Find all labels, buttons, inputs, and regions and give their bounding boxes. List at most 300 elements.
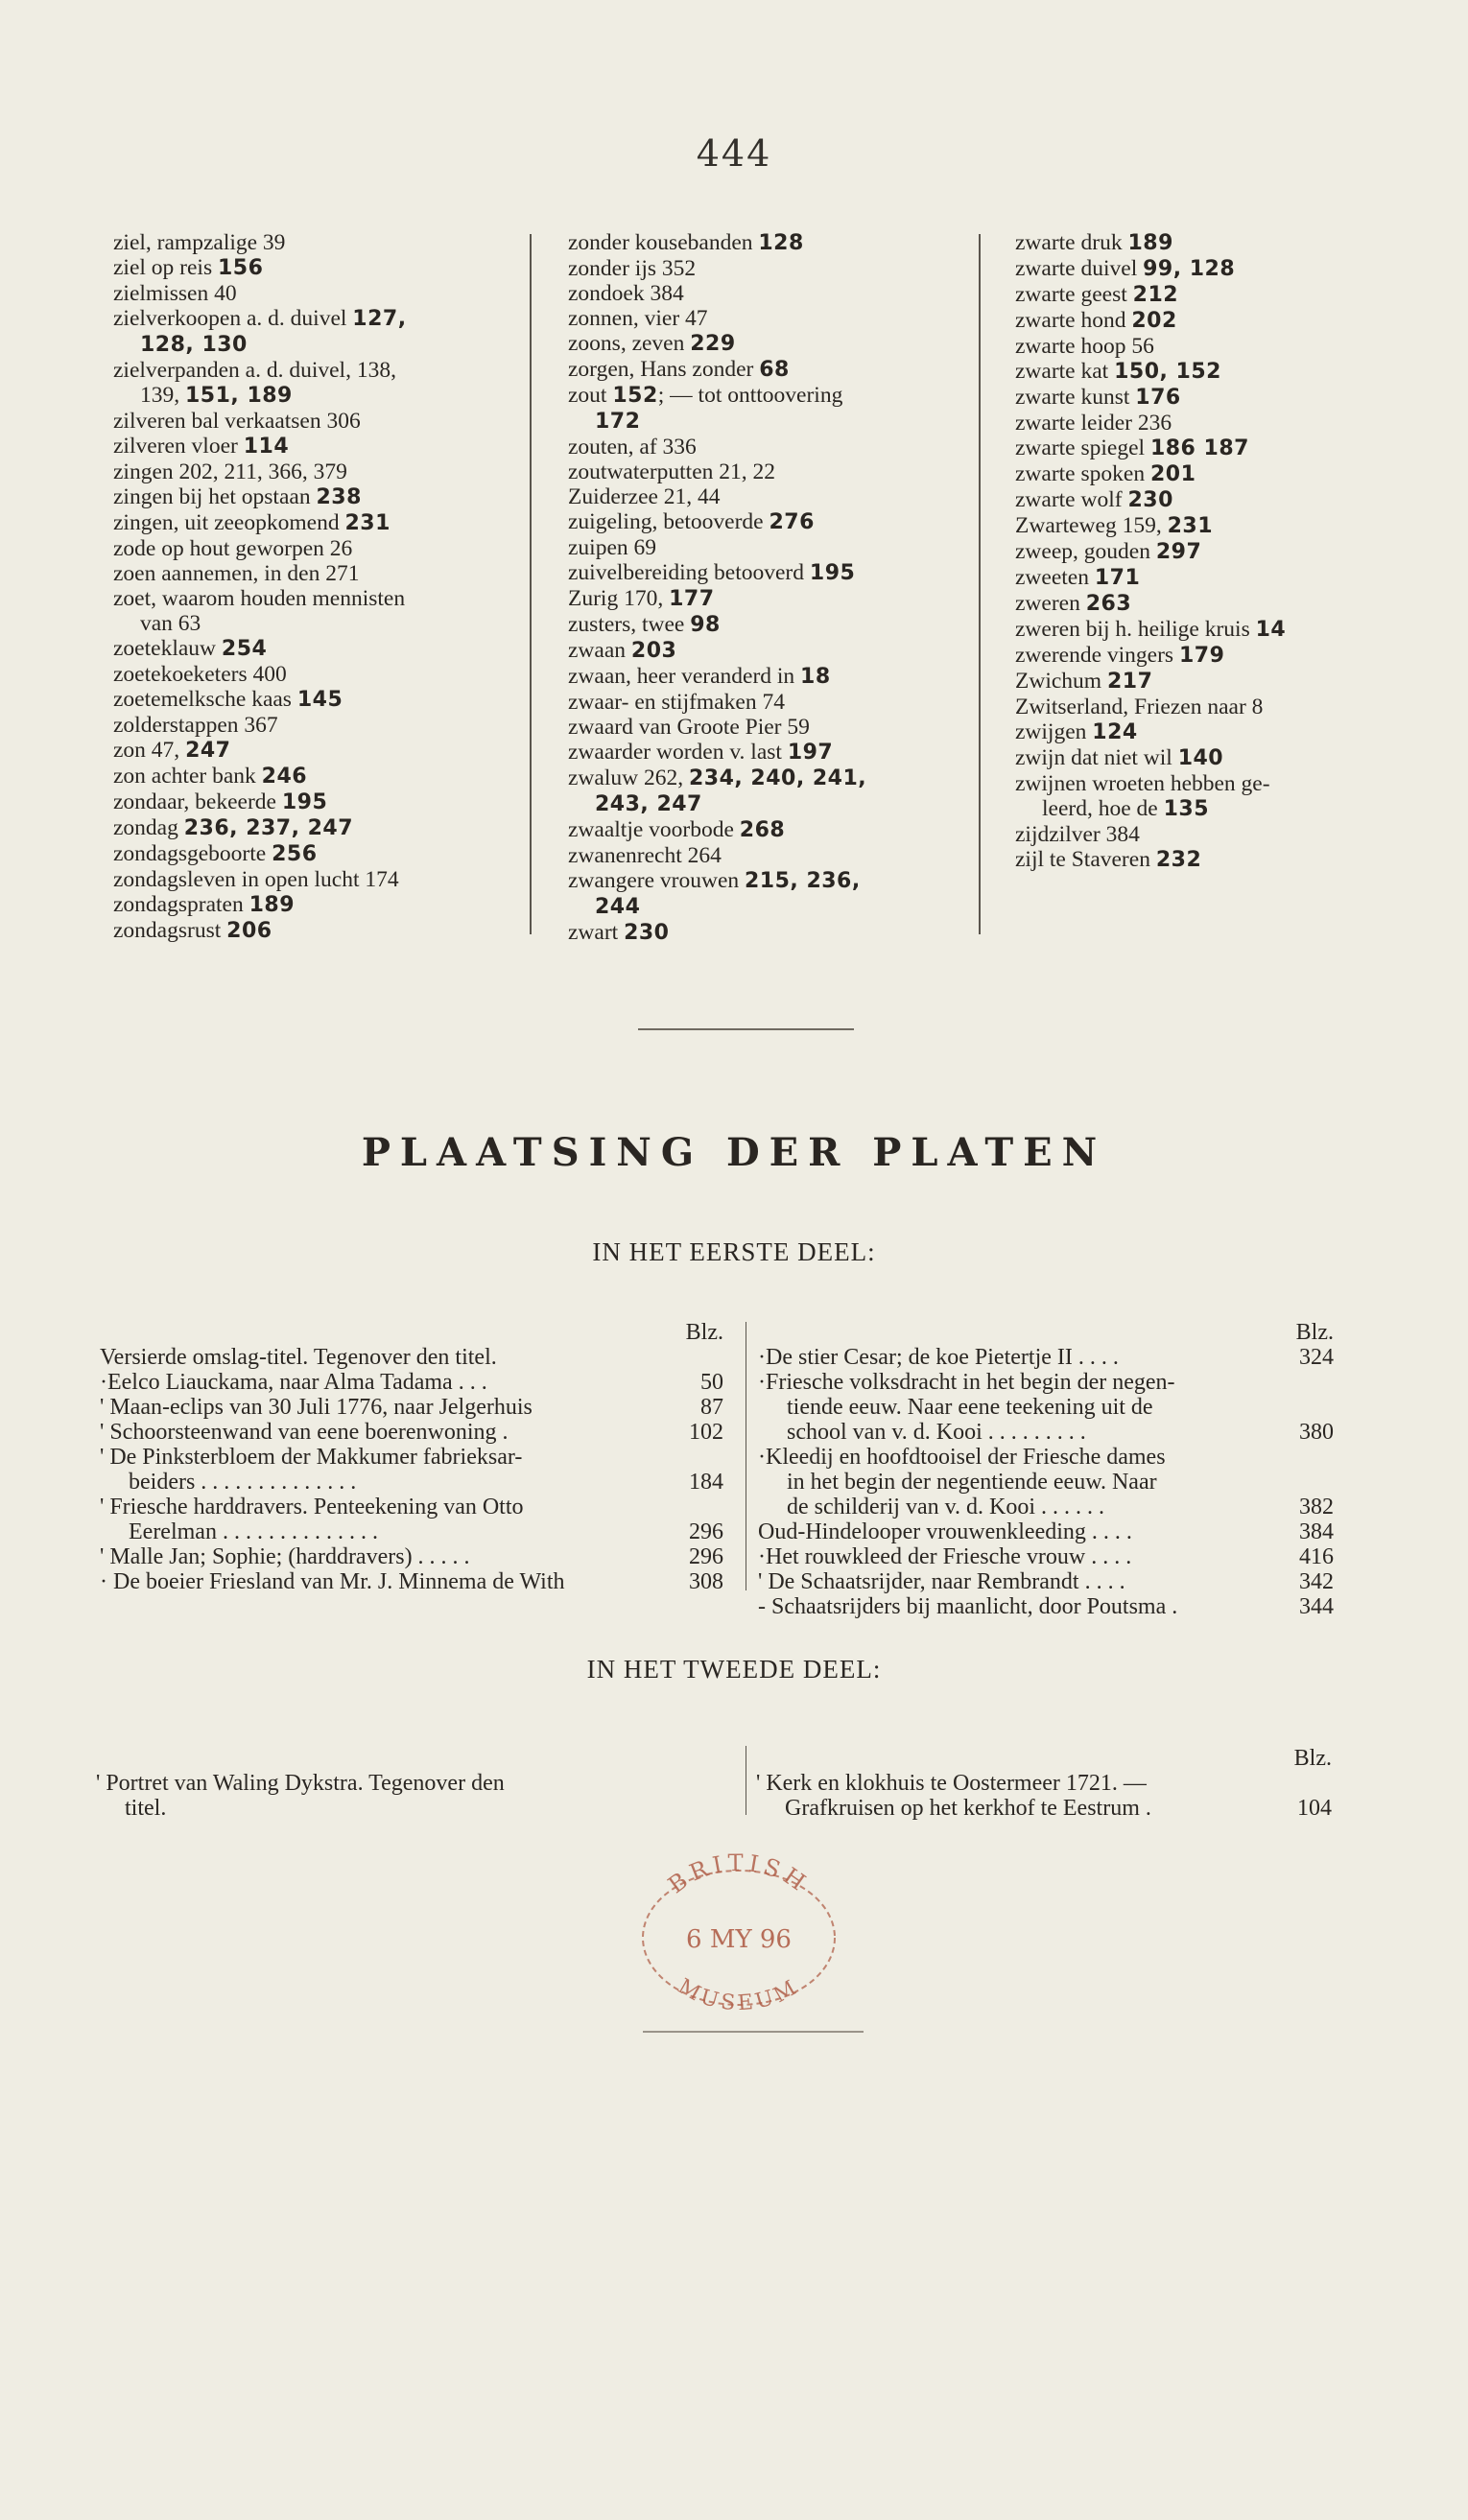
index-entry <box>568 638 971 664</box>
index-term: zilveren vloer <box>113 434 244 459</box>
index-entry <box>1015 359 1430 385</box>
index-bold-ref: 156 <box>217 256 264 280</box>
plate-entry <box>100 1495 723 1519</box>
index-entry <box>568 690 971 715</box>
index-bold-ref: 140 <box>1177 746 1224 770</box>
plate-page: 50 <box>700 1370 723 1395</box>
index-term: zorgen, Hans zonder <box>568 357 760 382</box>
index-bold-ref: 114 <box>243 435 290 459</box>
index-bold-ref: 135 <box>1163 797 1210 821</box>
index-term: zwanenrecht 264 <box>568 843 722 868</box>
plate-entry <box>100 1445 723 1470</box>
index-term: zweren bij h. heilige kruis <box>1015 617 1256 642</box>
index-entry <box>568 920 971 946</box>
column-divider <box>979 234 981 934</box>
index-bold-ref: 256 <box>272 842 318 866</box>
index-term: zoetekoeketers 400 <box>113 662 287 687</box>
plate-page: 384 <box>1299 1519 1334 1544</box>
index-entry <box>113 789 526 815</box>
plate-title: Versierde omslag-titel. Tegenover den titel. <box>100 1345 497 1370</box>
index-entry <box>568 306 971 331</box>
index-term: zondoek 384 <box>568 281 684 306</box>
index-bold-ref: 236, 237, 247 <box>183 816 354 840</box>
index-entry <box>1015 591 1430 617</box>
plate-title: ' Maan-eclips van 30 Juli 1776, naar Jelgerhuis <box>100 1395 533 1420</box>
plate-title: de schilderij van v. d. Kooi . . . . . . <box>787 1495 1105 1519</box>
plate-page: 380 <box>1299 1420 1334 1445</box>
plate-page: 308 <box>689 1569 723 1594</box>
index-bold-ref: 189 <box>249 893 296 917</box>
index-term: zoutwaterputten 21, 22 <box>568 459 776 484</box>
index-term: zwarte kunst <box>1015 385 1136 410</box>
plates-part2-left <box>96 1771 710 1821</box>
plate-title: ·Kleedij en hoofdtooisel der Friesche dames <box>758 1445 1166 1470</box>
index-term: leerd, hoe de <box>1042 796 1164 821</box>
index-term: zilveren bal verkaatsen 306 <box>113 409 361 434</box>
index-entry <box>113 536 526 561</box>
index-bold-ref: 217 <box>1106 670 1153 694</box>
index-bold-ref: 201 <box>1149 462 1196 486</box>
index-term: zwarte spiegel <box>1015 436 1150 460</box>
index-entry <box>1015 411 1430 436</box>
index-bold-ref: 186 187 <box>1149 436 1249 460</box>
index-column-3 <box>1015 230 1430 873</box>
index-entry <box>1015 565 1430 591</box>
index-bold-ref: 229 <box>690 332 736 356</box>
index-term: zondagsgeboorte <box>113 841 272 866</box>
plate-entry <box>96 1796 710 1821</box>
stamp-underline <box>643 2031 864 2033</box>
plate-page: 296 <box>689 1519 723 1544</box>
plate-page: 324 <box>1299 1345 1334 1370</box>
index-entry <box>113 687 526 713</box>
index-term: zweeten <box>1015 565 1095 590</box>
index-entry <box>113 636 526 662</box>
index-term: zwarte wolf <box>1015 487 1128 512</box>
plate-entry <box>758 1445 1334 1470</box>
index-bold-ref: 68 <box>759 358 790 382</box>
index-entry <box>113 918 526 944</box>
plate-entry <box>756 1796 1332 1821</box>
index-term: zoeteklauw <box>113 636 222 661</box>
plate-entry <box>758 1544 1334 1569</box>
index-term: zwaluw 262, <box>568 765 689 790</box>
index-term: zondag <box>113 815 184 840</box>
index-entry <box>1015 230 1430 256</box>
index-entry <box>568 765 971 791</box>
index-term: zielmissen 40 <box>113 281 237 306</box>
stamp-bottom-text: MUSEUM <box>674 1974 804 2010</box>
index-bold-ref: 127, <box>352 307 407 331</box>
index-term: zwarte leider 236 <box>1015 411 1172 436</box>
plate-title: ·Friesche volksdracht in het begin der negen- <box>758 1370 1175 1395</box>
index-term: zwaard van Groote Pier 59 <box>568 715 810 740</box>
index-entry <box>568 715 971 740</box>
index-term: zondagspraten <box>113 892 249 917</box>
index-bold-ref: 244 <box>595 895 641 919</box>
index-term: zingen bij het opstaan <box>113 484 317 509</box>
plate-title: ·Het rouwkleed der Friesche vrouw . . . . <box>758 1544 1132 1569</box>
index-entry <box>113 662 526 687</box>
plate-title: · De boeier Friesland van Mr. J. Minnema de With <box>100 1569 565 1594</box>
index-term: zielverpanden a. d. duivel, 138, <box>113 358 396 383</box>
index-entry <box>113 358 526 383</box>
index-term: zondagsleven in open lucht 174 <box>113 867 399 892</box>
index-term: zijdzilver 384 <box>1015 822 1140 847</box>
plate-entry <box>758 1495 1334 1519</box>
index-entry <box>568 331 971 357</box>
index-bold-ref: 18 <box>800 665 831 689</box>
index-entry <box>113 586 526 611</box>
plate-title: ·Eelco Liauckama, naar Alma Tadama . . . <box>100 1370 487 1395</box>
index-entry <box>113 815 526 841</box>
index-bold-ref: 297 <box>1155 540 1202 564</box>
plate-entry <box>100 1544 723 1569</box>
plate-title: school van v. d. Kooi . . . . . . . . . <box>787 1420 1086 1445</box>
plate-page: 382 <box>1299 1495 1334 1519</box>
index-entry <box>568 817 971 843</box>
index-entry <box>113 383 526 409</box>
index-entry <box>113 611 526 636</box>
index-entry <box>113 713 526 738</box>
index-bold-ref: 171 <box>1094 566 1141 590</box>
plate-title: Grafkruisen op het kerkhof te Eestrum . <box>785 1796 1151 1821</box>
index-entry <box>113 459 526 484</box>
plate-page: 104 <box>1297 1796 1332 1821</box>
index-term: zon 47, <box>113 738 186 763</box>
index-bold-ref: 150, 152 <box>1114 360 1221 384</box>
plate-title: ' Malle Jan; Sophie; (harddravers) . . . . . <box>100 1544 470 1569</box>
plate-title: ' Portret van Waling Dykstra. Tegenover den <box>96 1771 505 1796</box>
index-bold-ref: 230 <box>624 921 670 945</box>
index-entry <box>113 892 526 918</box>
index-bold-ref: 176 <box>1135 386 1181 410</box>
index-term: zingen 202, 211, 366, 379 <box>113 459 347 484</box>
plate-entry <box>758 1519 1334 1544</box>
index-entry <box>568 383 971 409</box>
plate-page: 342 <box>1299 1569 1334 1594</box>
plate-entry <box>100 1420 723 1445</box>
index-entry <box>568 791 971 817</box>
index-entry <box>568 230 971 256</box>
index-entry <box>1015 822 1430 847</box>
index-bold-ref: 231 <box>1167 514 1214 538</box>
index-entry <box>568 740 971 765</box>
page-number: 444 <box>696 132 772 175</box>
index-term: zwijn dat niet wil <box>1015 745 1178 770</box>
index-term: zonder kousebanden <box>568 230 759 255</box>
index-column-1 <box>113 230 526 944</box>
index-term: zielverkoopen a. d. duivel <box>113 306 353 331</box>
plate-title: ' Friesche harddravers. Penteekening van Otto <box>100 1495 524 1519</box>
index-bold-ref: 202 <box>1131 309 1177 333</box>
index-entry <box>568 357 971 383</box>
index-entry <box>1015 461 1430 487</box>
column-divider <box>530 234 532 934</box>
index-bold-ref: 99, 128 <box>1143 257 1236 281</box>
plate-entry <box>758 1420 1334 1445</box>
plate-entry <box>758 1569 1334 1594</box>
index-term: zwaan <box>568 638 631 663</box>
index-entry <box>1015 334 1430 359</box>
index-entry <box>113 434 526 459</box>
index-term: zonder ijs 352 <box>568 256 697 281</box>
plate-page: 184 <box>689 1470 723 1495</box>
index-bold-ref: 177 <box>669 587 715 611</box>
index-entry <box>1015 771 1430 796</box>
index-bold-ref: 172 <box>595 410 641 434</box>
index-term: zweren <box>1015 591 1086 616</box>
index-entry <box>568 894 971 920</box>
plate-entry <box>758 1594 1334 1619</box>
index-term: zwarte kat <box>1015 359 1115 384</box>
index-bold-ref: 276 <box>769 510 815 534</box>
index-entry <box>568 868 971 894</box>
index-bold-ref: 234, 240, 241, <box>688 766 867 790</box>
plate-page: 102 <box>689 1420 723 1445</box>
index-bold-ref: 128 <box>758 231 804 255</box>
plate-title: ·De stier Cesar; de koe Pietertje II . . . . <box>758 1345 1119 1370</box>
index-entry <box>568 586 971 612</box>
index-term: zuivelbereiding betooverd <box>568 560 810 585</box>
index-term: Zurig 170, <box>568 586 670 611</box>
index-entry <box>113 510 526 536</box>
index-entry <box>1015 617 1430 643</box>
plate-entry <box>100 1395 723 1420</box>
plate-title: beiders . . . . . . . . . . . . . . <box>129 1470 357 1495</box>
index-entry <box>113 306 526 332</box>
plate-title: tiende eeuw. Naar eene teekening uit de <box>787 1395 1153 1420</box>
index-term: zuigeling, betooverde <box>568 509 770 534</box>
index-term: zwijgen <box>1015 719 1093 744</box>
index-entry <box>1015 669 1430 695</box>
index-term: zwerende vingers <box>1015 643 1179 668</box>
index-term: Zwitserland, Friezen naar 8 <box>1015 695 1264 719</box>
plate-entry <box>100 1370 723 1395</box>
index-term: zolderstappen 367 <box>113 713 278 738</box>
index-term: zwijnen wroeten hebben ge- <box>1015 771 1270 796</box>
plate-title: ' De Pinksterbloem der Makkumer fabrieksar- <box>100 1445 523 1470</box>
index-bold-ref: 230 <box>1127 488 1173 512</box>
index-entry <box>1015 487 1430 513</box>
index-bold-ref: 263 <box>1085 592 1132 616</box>
plate-entry <box>100 1345 723 1370</box>
index-term: zweep, gouden <box>1015 539 1156 564</box>
index-term: zwaaltje voorbode <box>568 817 740 842</box>
index-term: van 63 <box>140 611 201 636</box>
index-bold-ref: 128, 130 <box>140 333 248 357</box>
index-term: zwangere vrouwen <box>568 868 745 893</box>
index-bold-ref: 246 <box>261 765 308 789</box>
part2-heading: IN HET TWEEDE DEEL: <box>586 1655 882 1684</box>
plate-entry <box>758 1395 1334 1420</box>
index-bold-ref: 195 <box>809 561 856 585</box>
blz-label: Blz. <box>1295 1320 1334 1345</box>
index-term: zingen, uit zeeopkomend <box>113 510 345 535</box>
plate-page: 344 <box>1299 1594 1334 1619</box>
index-bold-ref: 151, 189 <box>185 384 293 408</box>
plate-page: 296 <box>689 1544 723 1569</box>
index-entry <box>113 255 526 281</box>
index-term: zode op hout geworpen 26 <box>113 536 353 561</box>
index-term: zoetemelksche kaas <box>113 687 297 712</box>
index-term: zwaar- en stijfmaken 74 <box>568 690 785 715</box>
section-divider <box>638 1028 854 1030</box>
index-entry <box>568 535 971 560</box>
plate-title: ' Kerk en klokhuis te Oostermeer 1721. — <box>756 1771 1147 1796</box>
plate-entry <box>100 1569 723 1594</box>
index-entry <box>1015 513 1430 539</box>
index-entry <box>1015 719 1430 745</box>
index-bold-ref: 268 <box>739 818 786 842</box>
plate-title: ' Schoorsteenwand van eene boerenwoning . <box>100 1420 509 1445</box>
index-entry <box>113 230 526 255</box>
index-term: zwarte spoken <box>1015 461 1150 486</box>
index-entry <box>568 843 971 868</box>
index-entry <box>568 256 971 281</box>
index-bold-ref: 179 <box>1178 644 1225 668</box>
index-entry <box>568 560 971 586</box>
plate-page: 87 <box>700 1395 723 1420</box>
index-entry <box>1015 308 1430 334</box>
plate-title: Oud-Hindelooper vrouwenkleeding . . . . <box>758 1519 1132 1544</box>
index-term: zonnen, vier 47 <box>568 306 708 331</box>
index-bold-ref: 145 <box>296 688 343 712</box>
index-term: ziel op reis <box>113 255 218 280</box>
index-entry <box>1015 745 1430 771</box>
british-museum-stamp <box>628 1847 849 2010</box>
stamp-date: 6 MY 96 <box>686 1925 792 1954</box>
plate-title: - Schaatsrijders bij maanlicht, door Poutsma . <box>758 1594 1178 1619</box>
index-bold-ref: 152 <box>612 384 658 408</box>
index-term: zijl te Staveren <box>1015 847 1156 872</box>
index-entry <box>113 484 526 510</box>
blz-label: Blz. <box>1293 1746 1332 1771</box>
index-term: zusters, twee <box>568 612 691 637</box>
index-bold-ref: 197 <box>787 741 834 765</box>
index-bold-ref: 14 <box>1255 618 1287 642</box>
index-entry <box>1015 256 1430 282</box>
index-entry <box>113 281 526 306</box>
plate-entry <box>100 1470 723 1495</box>
plate-entry <box>758 1470 1334 1495</box>
plate-entry <box>96 1771 710 1796</box>
index-column-2 <box>568 230 971 946</box>
plate-entry <box>100 1519 723 1544</box>
index-term: Zuiderzee 21, 44 <box>568 484 721 509</box>
index-term: zwaarder worden v. last <box>568 740 788 765</box>
index-entry <box>568 459 971 484</box>
index-term: zwarte hond <box>1015 308 1132 333</box>
index-entry <box>1015 796 1430 822</box>
plate-title: in het begin der negentiende eeuw. Naar <box>787 1470 1157 1495</box>
index-bold-ref: 247 <box>185 739 231 763</box>
index-term: zwarte geest <box>1015 282 1133 307</box>
index-entry <box>1015 847 1430 873</box>
plates-heading: PLAATSING DER PLATEN <box>361 1130 1107 1175</box>
index-entry <box>1015 436 1430 461</box>
index-bold-ref: 212 <box>1132 283 1179 307</box>
index-entry <box>113 764 526 789</box>
index-entry <box>113 841 526 867</box>
index-entry <box>1015 539 1430 565</box>
index-bold-ref: 124 <box>1092 720 1138 744</box>
plate-title: titel. <box>125 1796 167 1821</box>
index-term: zwarte duivel <box>1015 256 1144 281</box>
index-term: Zwarteweg 159, <box>1015 513 1168 538</box>
index-entry <box>568 281 971 306</box>
index-bold-ref: 254 <box>221 637 268 661</box>
index-bold-ref: 189 <box>1127 231 1173 255</box>
plate-title: Eerelman . . . . . . . . . . . . . . <box>129 1519 378 1544</box>
plate-title: ' De Schaatsrijder, naar Rembrandt . . . . <box>758 1569 1125 1594</box>
index-term: zwart <box>568 920 625 945</box>
svg-text:BRITISH <box>663 1849 814 1898</box>
blz-label: Blz. <box>685 1320 723 1345</box>
plate-page: 416 <box>1299 1544 1334 1569</box>
index-bold-ref: 206 <box>226 919 272 943</box>
index-entry <box>1015 695 1430 719</box>
index-term: ziel, rampzalige 39 <box>113 230 286 255</box>
index-bold-ref: 203 <box>630 639 677 663</box>
index-entry <box>568 509 971 535</box>
svg-text:MUSEUM <box>674 1974 803 2010</box>
plates-part1-left <box>100 1320 723 1594</box>
plate-entry <box>756 1771 1332 1796</box>
index-term: 139, <box>140 383 185 408</box>
index-entry <box>113 867 526 892</box>
index-bold-ref: 215, 236, <box>745 869 861 893</box>
index-entry <box>568 612 971 638</box>
index-entry <box>568 664 971 690</box>
index-entry <box>113 409 526 434</box>
index-entry <box>113 332 526 358</box>
part1-heading: IN HET EERSTE DEEL: <box>592 1237 876 1266</box>
index-entry <box>1015 643 1430 669</box>
index-term: zoons, zeven <box>568 331 691 356</box>
index-term: zon achter bank <box>113 764 262 789</box>
index-bold-ref: 238 <box>316 485 362 509</box>
index-term-suffix: ; — tot onttoovering <box>657 383 843 408</box>
index-entry <box>568 435 971 459</box>
index-term: Zwichum <box>1015 669 1107 694</box>
stamp-top-text: BRITISH <box>663 1849 815 1899</box>
index-term: zwaan, heer veranderd in <box>568 664 801 689</box>
index-bold-ref: 231 <box>344 511 391 535</box>
index-entry <box>1015 385 1430 411</box>
index-bold-ref: 98 <box>690 613 721 637</box>
plate-entry <box>758 1370 1334 1395</box>
index-term: zuipen 69 <box>568 535 657 560</box>
plate-entry <box>758 1345 1334 1370</box>
index-entry <box>568 409 971 435</box>
index-bold-ref: 232 <box>1155 848 1202 872</box>
index-entry <box>568 484 971 509</box>
index-term: zwarte druk <box>1015 230 1128 255</box>
plates-part2-right <box>756 1746 1332 1821</box>
index-entry <box>113 561 526 586</box>
index-entry <box>1015 282 1430 308</box>
index-bold-ref: 243, 247 <box>595 792 702 816</box>
index-term: zouten, af 336 <box>568 435 697 459</box>
index-bold-ref: 195 <box>281 790 328 814</box>
index-entry <box>113 738 526 764</box>
index-term: zwarte hoop 56 <box>1015 334 1154 359</box>
index-term: zondaar, bekeerde <box>113 789 282 814</box>
index-term: zoen aannemen, in den 271 <box>113 561 360 586</box>
plates-part1-right <box>758 1320 1334 1619</box>
index-term: zondagsrust <box>113 918 227 943</box>
